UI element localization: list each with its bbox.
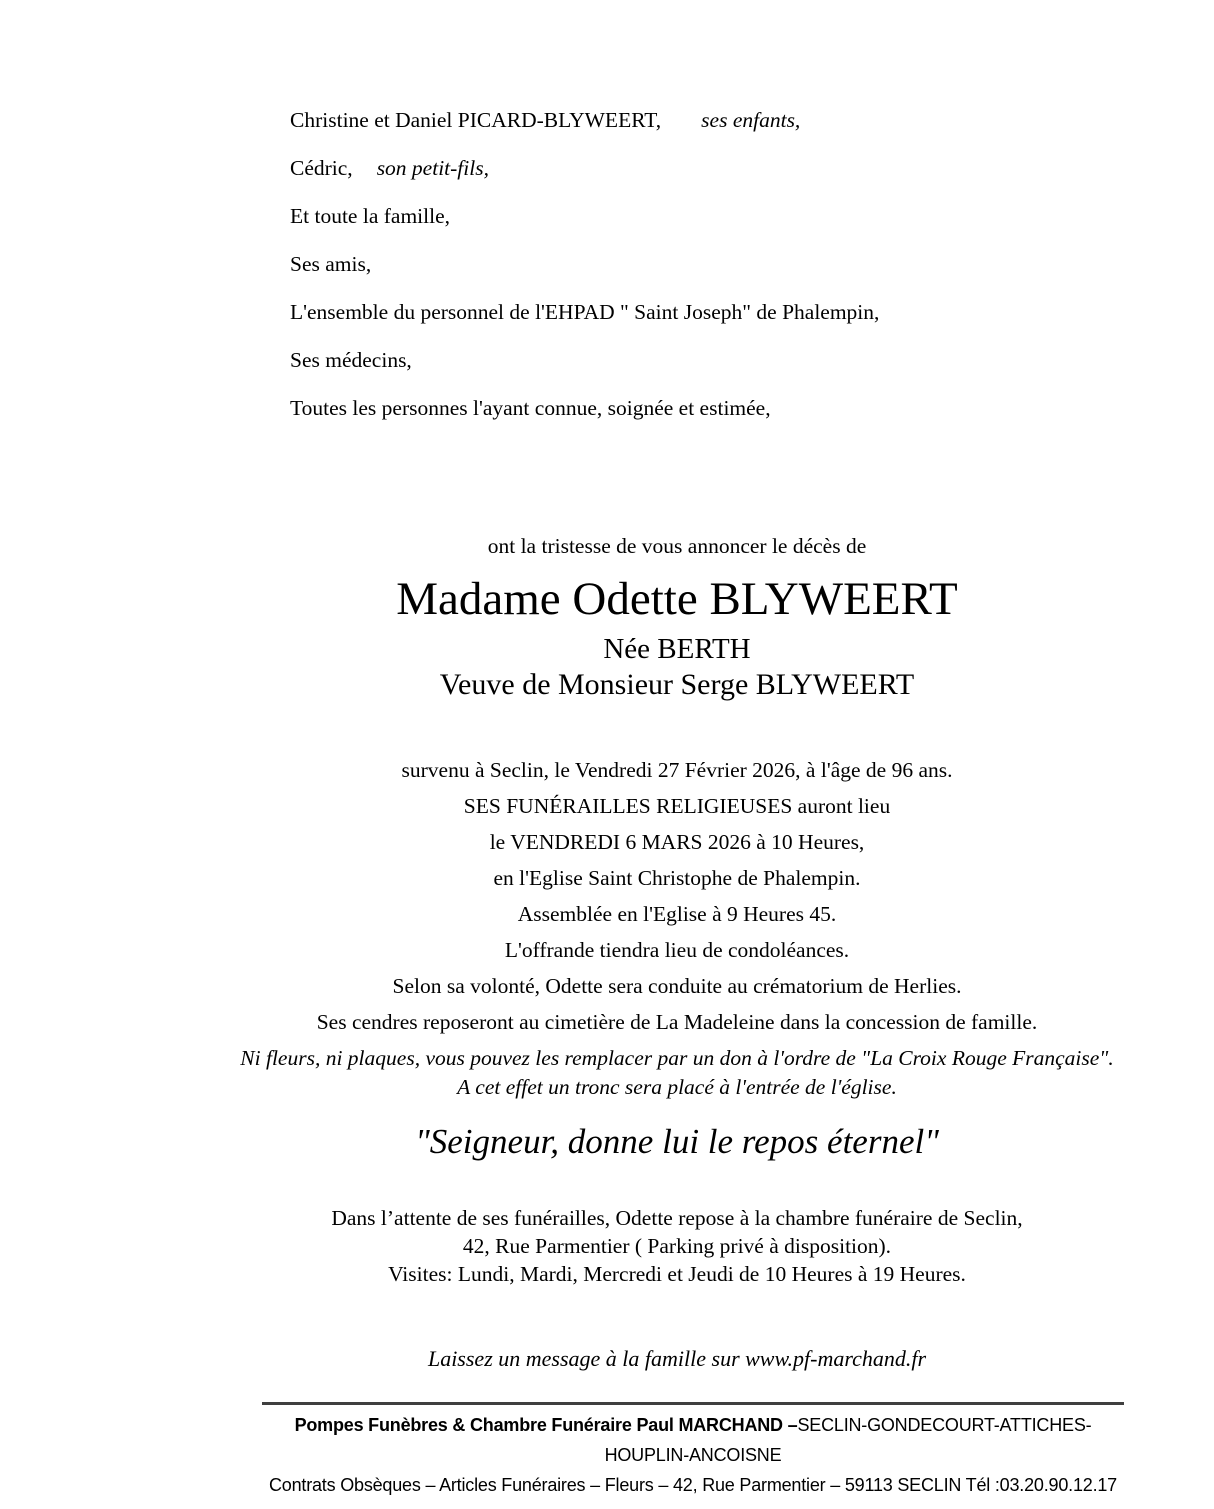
family-line [290,288,879,336]
family-line [290,336,879,384]
family-line [290,240,879,288]
family-line-text: Ses amis, [290,252,372,276]
detail-line: Assemblée en l'Eglise à 9 Heures 45. [517,902,837,926]
family-line [290,144,879,192]
footer-line-2: Contrats Obsèques – Articles Funéraires – Fleurs – 42, Rue Parmentier – 59113 SECLIN Tél :03.20.90.12.17 [268,1475,1117,1495]
family-line-text: Toutes les personnes l'ayant connue, soignée et estimée, [290,396,771,420]
religious-quote: "Seigneur, donne lui le repos éternel" [415,1122,939,1161]
deceased-name: Madame Odette BLYWEERT [396,573,958,625]
donation-line: A cet effet un tronc sera placé à l'entrée de l'église. [457,1075,897,1099]
funeral-details [140,752,1214,1040]
family-line [290,192,879,240]
detail-line: en l'Eglise Saint Christophe de Phalempin. [493,866,861,890]
detail-line: L'offrande tiendra lieu de condoléances. [504,938,850,962]
announcement-intro: ont la tristesse de vous annoncer le décès de [487,534,867,558]
detail-line: SES FUNÉRAILLES RELIGIEUSES auront lieu [463,794,891,818]
family-line [290,96,879,144]
detail-line: survenu à Seclin, le Vendredi 27 Février 2026, à l'âge de 96 ans. [401,758,953,782]
visitation-line: Visites: Lundi, Mardi, Mercredi et Jeudi de 10 Heures à 19 Heures. [388,1262,966,1286]
footer-line-1 [262,1410,1124,1470]
visitation-line: 42, Rue Parmentier ( Parking privé à disposition). [462,1234,892,1258]
family-list [290,96,879,432]
donation-note [140,1044,1214,1102]
family-line-text: Cédric, [290,156,353,180]
visitation-line: Dans l’attente de ses funérailles, Odette repose à la chambre funéraire de Seclin, [331,1206,1023,1230]
family-line-relation: ses enfants, [701,108,801,132]
maiden-name: Née BERTH [603,633,751,665]
footer-company-name: Pompes Funèbres & Chambre Funéraire Paul MARCHAND – [294,1415,798,1435]
family-line-text: Christine et Daniel PICARD-BLYWEERT, [290,108,662,132]
widow-line: Veuve de Monsieur Serge BLYWEERT [439,668,915,701]
detail-line: Selon sa volonté, Odette sera conduite au crématorium de Herlies. [392,974,962,998]
donation-line: Ni fleurs, ni plaques, vous pouvez les remplacer par un don à l'ordre de "La Croix Rouge Française". [240,1046,1114,1070]
funeral-home-footer [262,1402,1124,1500]
online-message-line: Laissez un message à la famille sur www.pf-marchand.fr [427,1346,927,1371]
family-line [290,384,879,432]
detail-line: Ses cendres reposeront au cimetière de La Madeleine dans la concession de famille. [316,1010,1038,1034]
family-line-text: Et toute la famille, [290,204,451,228]
family-line-text: Ses médecins, [290,348,412,372]
visitation-info [140,1204,1214,1288]
footer-locations: SECLIN-GONDECOURT-ATTICHES-HOUPLIN-ANCOISNE [604,1415,1092,1465]
detail-line: le VENDREDI 6 MARS 2026 à 10 Heures, [489,830,865,854]
family-line-text: L'ensemble du personnel de l'EHPAD " Saint Joseph" de Phalempin, [290,300,880,324]
family-line-relation: son petit-fils, [376,156,489,180]
